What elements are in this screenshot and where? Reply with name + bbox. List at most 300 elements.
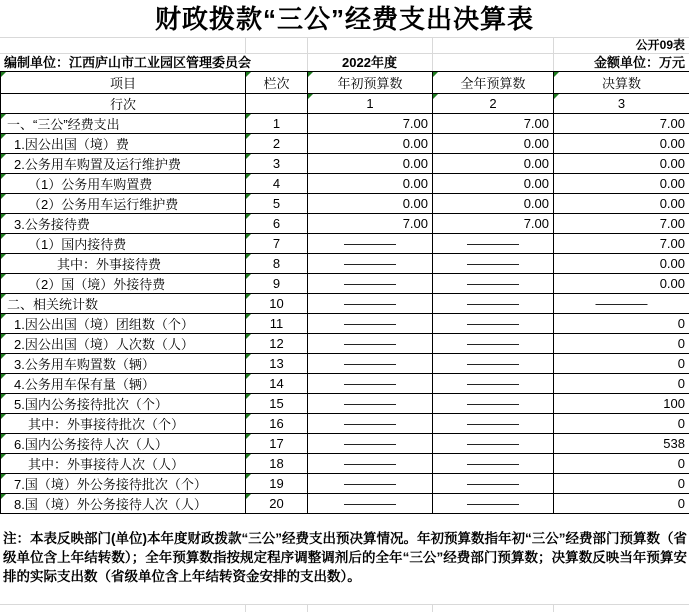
line-no-cell-text: 6 — [272, 216, 281, 231]
cell-flag-icon — [1, 374, 6, 379]
item-cell — [1, 414, 246, 434]
final-account-cell — [554, 214, 689, 234]
item-cell-text: （2）国（境）外接待费 — [28, 277, 166, 292]
final-account-cell-text: 0 — [677, 416, 685, 431]
final-account-cell-text: 0.00 — [659, 276, 685, 291]
cell-flag-icon — [246, 374, 251, 379]
cell-flag-icon — [1, 474, 6, 479]
initial-budget-cell — [308, 234, 433, 254]
item-cell — [1, 194, 246, 214]
row-index-label-cell — [1, 94, 246, 114]
line-no-cell — [246, 174, 308, 194]
line-no-cell — [246, 254, 308, 274]
annual-budget-cell-text: 7.00 — [523, 216, 549, 231]
cell-flag-icon — [1, 294, 6, 299]
note-text: 注：本表反映部门(单位)本年度财政拨款“三公”经费支出预决算情况。年初预算数指年初“三公”经费部门预算数（省级单位含上年结转数）；全年预算数指按规定程序调整调剂后的全年“三公”经费部门预算数；决算数反映当年预算安排的实际支出数（省级单位含上年结转资金安排的支出数）。 — [3, 531, 687, 584]
cell-flag-icon — [246, 294, 251, 299]
expense-table — [0, 71, 689, 514]
table-row — [1, 134, 689, 154]
form-code: 公开09表 — [635, 38, 685, 52]
initial-budget-cell-text: ———— — [344, 436, 396, 451]
final-account-cell-text: 0.00 — [659, 256, 685, 271]
table-row — [1, 454, 689, 474]
item-cell — [1, 474, 246, 494]
item-cell — [1, 214, 246, 234]
initial-budget-cell-text: 0.00 — [402, 136, 428, 151]
annual-budget-cell-text: ———— — [467, 336, 519, 351]
final-account-cell-text: 0.00 — [659, 176, 685, 191]
annual-budget-cell — [433, 134, 554, 154]
item-cell-text: 其中：外事接待人次（人） — [28, 457, 185, 472]
initial-budget-cell-text: 0.00 — [402, 176, 428, 191]
item-cell-text: 3.公务接待费 — [14, 217, 90, 232]
line-no-cell-text: 20 — [269, 496, 284, 511]
final-account-cell — [554, 254, 689, 274]
cell-flag-icon — [246, 214, 251, 219]
line-no-cell — [246, 314, 308, 334]
table-row — [1, 274, 689, 294]
col-number: 1 — [366, 96, 374, 111]
cell-flag-icon — [246, 174, 251, 179]
annual-budget-cell — [433, 394, 554, 414]
item-cell-text: （2）公务用车运行维护费 — [28, 197, 179, 212]
annual-budget-cell-text: 0.00 — [523, 196, 549, 211]
line-no-cell — [246, 454, 308, 474]
cell-flag-icon — [1, 154, 6, 159]
cell-flag-icon — [1, 72, 6, 77]
item-cell — [1, 294, 246, 314]
col-header-final-account — [554, 72, 689, 94]
item-cell — [1, 174, 246, 194]
final-account-cell — [554, 334, 689, 354]
line-no-cell-text: 1 — [272, 116, 281, 131]
table-row — [1, 334, 689, 354]
initial-budget-cell — [308, 274, 433, 294]
final-account-cell-text: 0 — [677, 456, 685, 471]
cell-flag-icon — [554, 94, 559, 99]
line-no-cell-text: 13 — [269, 356, 284, 371]
annual-budget-cell — [433, 454, 554, 474]
initial-budget-cell — [308, 154, 433, 174]
item-cell — [1, 254, 246, 274]
initial-budget-cell — [308, 474, 433, 494]
item-cell — [1, 314, 246, 334]
final-account-cell-text: 0 — [677, 356, 685, 371]
final-account-cell-text: 538 — [663, 436, 685, 451]
annual-budget-cell — [433, 474, 554, 494]
cell-flag-icon — [1, 274, 6, 279]
annual-budget-cell-text: ———— — [467, 236, 519, 251]
final-account-cell-text: 0 — [677, 316, 685, 331]
table-row — [1, 234, 689, 254]
line-no-cell — [246, 434, 308, 454]
cell-flag-icon — [1, 414, 6, 419]
line-no-cell — [246, 134, 308, 154]
annual-budget-cell — [433, 294, 554, 314]
gridline — [307, 604, 308, 612]
cell-flag-icon — [308, 72, 313, 77]
initial-budget-cell-text: ———— — [344, 296, 396, 311]
cell-flag-icon — [1, 234, 6, 239]
annual-budget-cell-text: ———— — [467, 396, 519, 411]
col-number-cell — [433, 94, 554, 114]
cell-flag-icon — [246, 394, 251, 399]
annual-budget-cell-text: 7.00 — [523, 116, 549, 131]
final-account-cell — [554, 374, 689, 394]
cell-flag-icon — [1, 434, 6, 439]
table-body — [1, 114, 689, 514]
initial-budget-cell — [308, 374, 433, 394]
final-account-cell-text: 0 — [677, 496, 685, 511]
line-no-cell-text: 16 — [269, 416, 284, 431]
cell-flag-icon — [1, 454, 6, 459]
table-row — [1, 114, 689, 134]
table-row — [1, 294, 689, 314]
table-row — [1, 434, 689, 454]
cell-flag-icon — [1, 194, 6, 199]
cell-flag-icon — [246, 134, 251, 139]
initial-budget-cell-text: ———— — [344, 396, 396, 411]
item-cell — [1, 274, 246, 294]
line-no-cell-text: 18 — [269, 456, 284, 471]
final-account-cell-text: 7.00 — [659, 236, 685, 251]
gridline — [245, 604, 246, 612]
col-number-cell — [554, 94, 689, 114]
cell-flag-icon — [246, 354, 251, 359]
initial-budget-cell — [308, 254, 433, 274]
cell-flag-icon — [246, 72, 251, 77]
annual-budget-cell — [433, 154, 554, 174]
gridline — [553, 604, 554, 612]
final-account-cell — [554, 294, 689, 314]
col-header-line-no — [246, 72, 308, 94]
line-no-cell-text: 5 — [272, 196, 281, 211]
line-no-cell — [246, 294, 308, 314]
annual-budget-cell — [433, 414, 554, 434]
final-account-cell-text: 0.00 — [659, 136, 685, 151]
prepared-by: 编制单位：江西庐山市工业园区管理委员会 — [4, 55, 252, 70]
cell-flag-icon — [246, 314, 251, 319]
final-account-cell — [554, 114, 689, 134]
col-header-label: 年初预算数 — [337, 76, 403, 91]
table-row — [1, 254, 689, 274]
item-cell-text: 1.因公出国（境）团组数（个） — [14, 317, 194, 332]
cell-flag-icon — [246, 154, 251, 159]
final-account-cell-text: 7.00 — [659, 116, 685, 131]
annual-budget-cell — [433, 174, 554, 194]
table-row — [1, 194, 689, 214]
line-no-cell — [246, 374, 308, 394]
line-no-cell — [246, 494, 308, 514]
line-no-cell-text: 8 — [272, 256, 281, 271]
line-no-cell — [246, 214, 308, 234]
initial-budget-cell-text: 0.00 — [402, 196, 428, 211]
table-header-row — [1, 72, 689, 94]
cell-flag-icon — [246, 474, 251, 479]
item-cell — [1, 334, 246, 354]
initial-budget-cell — [308, 114, 433, 134]
initial-budget-cell-text: ———— — [344, 336, 396, 351]
col-header-label: 决算数 — [601, 76, 641, 91]
item-cell-text: （1）国内接待费 — [28, 237, 127, 252]
fiscal-year: 2022年度 — [342, 55, 397, 70]
annual-budget-cell — [433, 114, 554, 134]
line-no-cell — [246, 354, 308, 374]
initial-budget-cell — [308, 434, 433, 454]
initial-budget-cell — [308, 494, 433, 514]
cell-flag-icon — [554, 72, 559, 77]
initial-budget-cell — [308, 194, 433, 214]
meta-row — [0, 53, 689, 71]
empty-cell — [246, 94, 308, 114]
line-no-cell — [246, 234, 308, 254]
annual-budget-cell-text: ———— — [467, 256, 519, 271]
final-account-cell — [554, 174, 689, 194]
annual-budget-cell-text: ———— — [467, 476, 519, 491]
col-number-cell — [308, 94, 433, 114]
table-row — [1, 394, 689, 414]
final-account-cell-text: 100 — [663, 396, 685, 411]
item-cell — [1, 114, 246, 134]
cell-flag-icon — [1, 314, 6, 319]
cell-flag-icon — [246, 194, 251, 199]
initial-budget-cell — [308, 334, 433, 354]
final-account-cell-text: 0 — [677, 336, 685, 351]
initial-budget-cell-text: 7.00 — [402, 116, 428, 131]
item-cell — [1, 434, 246, 454]
annual-budget-cell — [433, 314, 554, 334]
cell-flag-icon — [246, 234, 251, 239]
annual-budget-cell — [433, 214, 554, 234]
item-cell — [1, 454, 246, 474]
cell-flag-icon — [1, 254, 6, 259]
item-cell-text: 5.国内公务接待批次（个） — [14, 397, 168, 412]
annual-budget-cell — [433, 434, 554, 454]
annual-budget-cell-text: 0.00 — [523, 136, 549, 151]
item-cell-text: 一、“三公”经费支出 — [7, 117, 120, 132]
final-account-cell — [554, 194, 689, 214]
final-account-cell — [554, 454, 689, 474]
initial-budget-cell-text: ———— — [344, 276, 396, 291]
cell-flag-icon — [1, 354, 6, 359]
cell-flag-icon — [308, 94, 313, 99]
line-no-cell — [246, 274, 308, 294]
table-subheader-row — [1, 94, 689, 114]
col-header-label: 项目 — [109, 76, 136, 91]
initial-budget-cell — [308, 454, 433, 474]
line-no-cell-text: 19 — [269, 476, 284, 491]
item-cell — [1, 494, 246, 514]
col-number: 2 — [489, 96, 497, 111]
initial-budget-cell — [308, 214, 433, 234]
cell-flag-icon — [1, 174, 6, 179]
initial-budget-cell-text: ———— — [344, 376, 396, 391]
item-cell-text: 6.国内公务接待人次（人） — [14, 437, 168, 452]
final-account-cell — [554, 414, 689, 434]
table-row — [1, 374, 689, 394]
col-number: 3 — [617, 96, 626, 111]
item-cell — [1, 354, 246, 374]
initial-budget-cell-text: ———— — [344, 476, 396, 491]
line-no-cell-text: 14 — [269, 376, 284, 391]
final-account-cell-text: 7.00 — [659, 216, 685, 231]
line-no-cell-text: 7 — [272, 236, 281, 251]
initial-budget-cell-text: ———— — [344, 236, 396, 251]
item-cell-text: 二、相关统计数 — [7, 297, 99, 312]
cell-flag-icon — [246, 414, 251, 419]
initial-budget-cell — [308, 294, 433, 314]
final-account-cell-text: ———— — [595, 296, 648, 311]
amount-unit: 金额单位：万元 — [593, 55, 685, 70]
row-index-label: 行次 — [109, 97, 136, 112]
cell-flag-icon — [1, 134, 6, 139]
final-account-cell-text: 0 — [677, 476, 685, 491]
table-row — [1, 154, 689, 174]
final-account-cell — [554, 134, 689, 154]
annual-budget-cell-text: ———— — [467, 356, 519, 371]
cell-flag-icon — [246, 274, 251, 279]
annual-budget-cell-text: 0.00 — [523, 156, 549, 171]
table-row — [1, 494, 689, 514]
line-no-cell — [246, 414, 308, 434]
final-account-cell — [554, 154, 689, 174]
line-no-cell-text: 17 — [269, 436, 284, 451]
initial-budget-cell-text: ———— — [344, 456, 396, 471]
line-no-cell — [246, 114, 308, 134]
final-account-cell — [554, 474, 689, 494]
item-cell — [1, 134, 246, 154]
annual-budget-cell — [433, 254, 554, 274]
annual-budget-cell-text: ———— — [467, 496, 519, 511]
initial-budget-cell-text: ———— — [344, 416, 396, 431]
line-no-cell-text: 15 — [269, 396, 284, 411]
initial-budget-cell — [308, 174, 433, 194]
item-cell-text: 3.公务用车购置数（辆） — [14, 357, 155, 372]
final-account-cell — [554, 314, 689, 334]
cell-flag-icon — [1, 394, 6, 399]
line-no-cell-text: 4 — [272, 176, 281, 191]
initial-budget-cell-text: ———— — [344, 316, 396, 331]
line-no-cell — [246, 194, 308, 214]
item-cell — [1, 394, 246, 414]
final-account-cell — [554, 234, 689, 254]
annual-budget-cell-text: ———— — [467, 316, 519, 331]
cell-flag-icon — [1, 494, 6, 499]
item-cell — [1, 154, 246, 174]
final-account-cell-text: 0.00 — [659, 156, 685, 171]
annual-budget-cell — [433, 274, 554, 294]
initial-budget-cell — [308, 354, 433, 374]
initial-budget-cell-text: 7.00 — [402, 216, 428, 231]
initial-budget-cell — [308, 414, 433, 434]
cell-flag-icon — [246, 454, 251, 459]
cell-flag-icon — [246, 334, 251, 339]
table-row — [1, 414, 689, 434]
line-no-cell — [246, 154, 308, 174]
col-header-label: 栏次 — [263, 76, 290, 91]
item-cell-text: 8.国（境）外公务接待人次（人） — [14, 497, 207, 512]
annual-budget-cell-text: ———— — [467, 456, 519, 471]
col-header-item — [1, 72, 246, 94]
table-row — [1, 174, 689, 194]
item-cell-text: 2.因公出国（境）人次数（人） — [14, 337, 194, 352]
annual-budget-cell-text: 0.00 — [523, 176, 549, 191]
annual-budget-cell-text: ———— — [467, 296, 519, 311]
cell-flag-icon — [1, 214, 6, 219]
final-account-cell — [554, 434, 689, 454]
annual-budget-cell-text: ———— — [467, 436, 519, 451]
annual-budget-cell — [433, 234, 554, 254]
final-account-cell — [554, 494, 689, 514]
cell-flag-icon — [433, 72, 438, 77]
table-row — [1, 314, 689, 334]
annual-budget-cell — [433, 494, 554, 514]
line-no-cell-text: 10 — [269, 296, 284, 311]
table-row — [1, 214, 689, 234]
line-no-cell-text: 3 — [272, 156, 281, 171]
line-no-cell-text: 9 — [272, 276, 281, 291]
line-no-cell — [246, 474, 308, 494]
annual-budget-cell-text: ———— — [467, 276, 519, 291]
initial-budget-cell-text: 0.00 — [402, 156, 428, 171]
gridline — [0, 604, 689, 605]
initial-budget-cell — [308, 134, 433, 154]
item-cell-text: （1）公务用车购置费 — [28, 177, 153, 192]
initial-budget-cell-text: ———— — [344, 496, 396, 511]
initial-budget-cell-text: ———— — [344, 356, 396, 371]
item-cell-text: 4.公务用车保有量（辆） — [14, 377, 155, 392]
item-cell-text: 2.公务用车购置及运行维护费 — [14, 157, 181, 172]
col-header-annual-budget — [433, 72, 554, 94]
col-header-initial-budget — [308, 72, 433, 94]
line-no-cell-text: 2 — [272, 136, 281, 151]
cell-flag-icon — [433, 94, 438, 99]
line-no-cell — [246, 394, 308, 414]
item-cell-text: 1.因公出国（境）费 — [14, 137, 129, 152]
annual-budget-cell — [433, 334, 554, 354]
item-cell-text: 其中：外事接待批次（个） — [28, 417, 185, 432]
cell-flag-icon — [246, 254, 251, 259]
page-title: 财政拨款“三公”经费支出决算表 — [154, 4, 534, 34]
table-row — [1, 474, 689, 494]
final-account-cell — [554, 394, 689, 414]
initial-budget-cell — [308, 394, 433, 414]
item-cell-text: 其中：外事接待费 — [57, 257, 162, 272]
annual-budget-cell — [433, 354, 554, 374]
cell-flag-icon — [1, 334, 6, 339]
final-account-cell-text: 0 — [677, 376, 685, 391]
line-no-cell-text: 12 — [269, 336, 284, 351]
initial-budget-cell — [308, 314, 433, 334]
annual-budget-cell-text: ———— — [467, 416, 519, 431]
gridline — [432, 604, 433, 612]
col-header-label: 全年预算数 — [460, 76, 526, 91]
line-no-cell — [246, 334, 308, 354]
annual-budget-cell-text: ———— — [467, 376, 519, 391]
table-row — [1, 354, 689, 374]
final-account-cell — [554, 274, 689, 294]
cell-flag-icon — [246, 114, 251, 119]
cell-flag-icon — [246, 434, 251, 439]
item-cell — [1, 374, 246, 394]
annual-budget-cell — [433, 194, 554, 214]
final-account-cell-text: 0.00 — [659, 196, 685, 211]
cell-flag-icon — [1, 114, 6, 119]
cell-flag-icon — [246, 494, 251, 499]
item-cell — [1, 234, 246, 254]
item-cell-text: 7.国（境）外公务接待批次（个） — [14, 477, 207, 492]
annual-budget-cell — [433, 374, 554, 394]
